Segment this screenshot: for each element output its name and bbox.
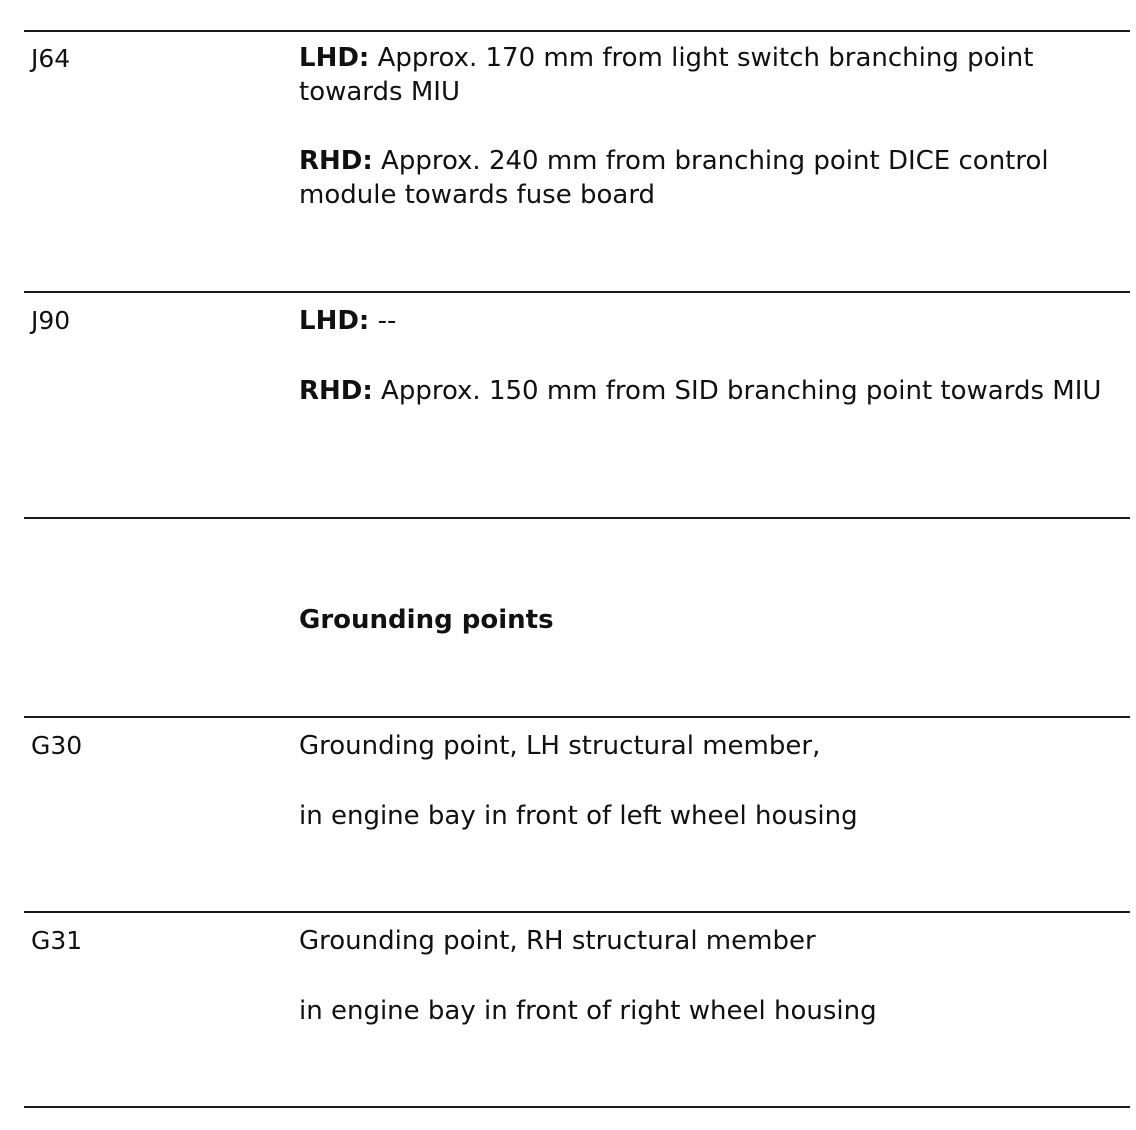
rhd-line [299, 144, 1129, 212]
description-line-2: in engine bay in front of right wheel housing [299, 996, 877, 1026]
lhd-label: LHD: [299, 306, 370, 336]
rhd-label: RHD: [299, 376, 373, 406]
row-code-g31: G31 [31, 926, 83, 955]
description-line-1: Grounding point, RH structural member [299, 926, 816, 956]
row-code-j64: J64 [31, 44, 71, 73]
row-description-g31 [299, 924, 1129, 1028]
row-description-g30 [299, 729, 1129, 833]
rhd-label: RHD: [299, 146, 373, 176]
row-code-g30: G30 [31, 731, 83, 760]
section-heading: Grounding points [299, 605, 554, 635]
divider-section [24, 517, 1130, 519]
lhd-line [299, 41, 1129, 109]
divider-g30 [24, 716, 1130, 718]
lhd-text: -- [369, 306, 397, 336]
row-code-j90: J90 [31, 306, 71, 335]
row-description-j90 [299, 304, 1129, 408]
description-line-2: in engine bay in front of left wheel housing [299, 801, 858, 831]
lhd-text: Approx. 170 mm from light switch branching point towards MIU [299, 43, 1034, 107]
lhd-label: LHD: [299, 43, 370, 73]
row-description-j64 [299, 41, 1129, 212]
lhd-line [299, 304, 1129, 338]
divider-j90 [24, 291, 1130, 293]
rhd-text: Approx. 240 mm from branching point DICE control module towards fuse board [299, 146, 1049, 210]
rhd-text: Approx. 150 mm from SID branching point towards MIU [372, 376, 1102, 406]
divider-bottom [24, 1106, 1130, 1108]
rhd-line [299, 374, 1129, 408]
description-line-1: Grounding point, LH structural member, [299, 731, 821, 761]
divider-g31 [24, 911, 1130, 913]
divider-top [24, 30, 1130, 32]
